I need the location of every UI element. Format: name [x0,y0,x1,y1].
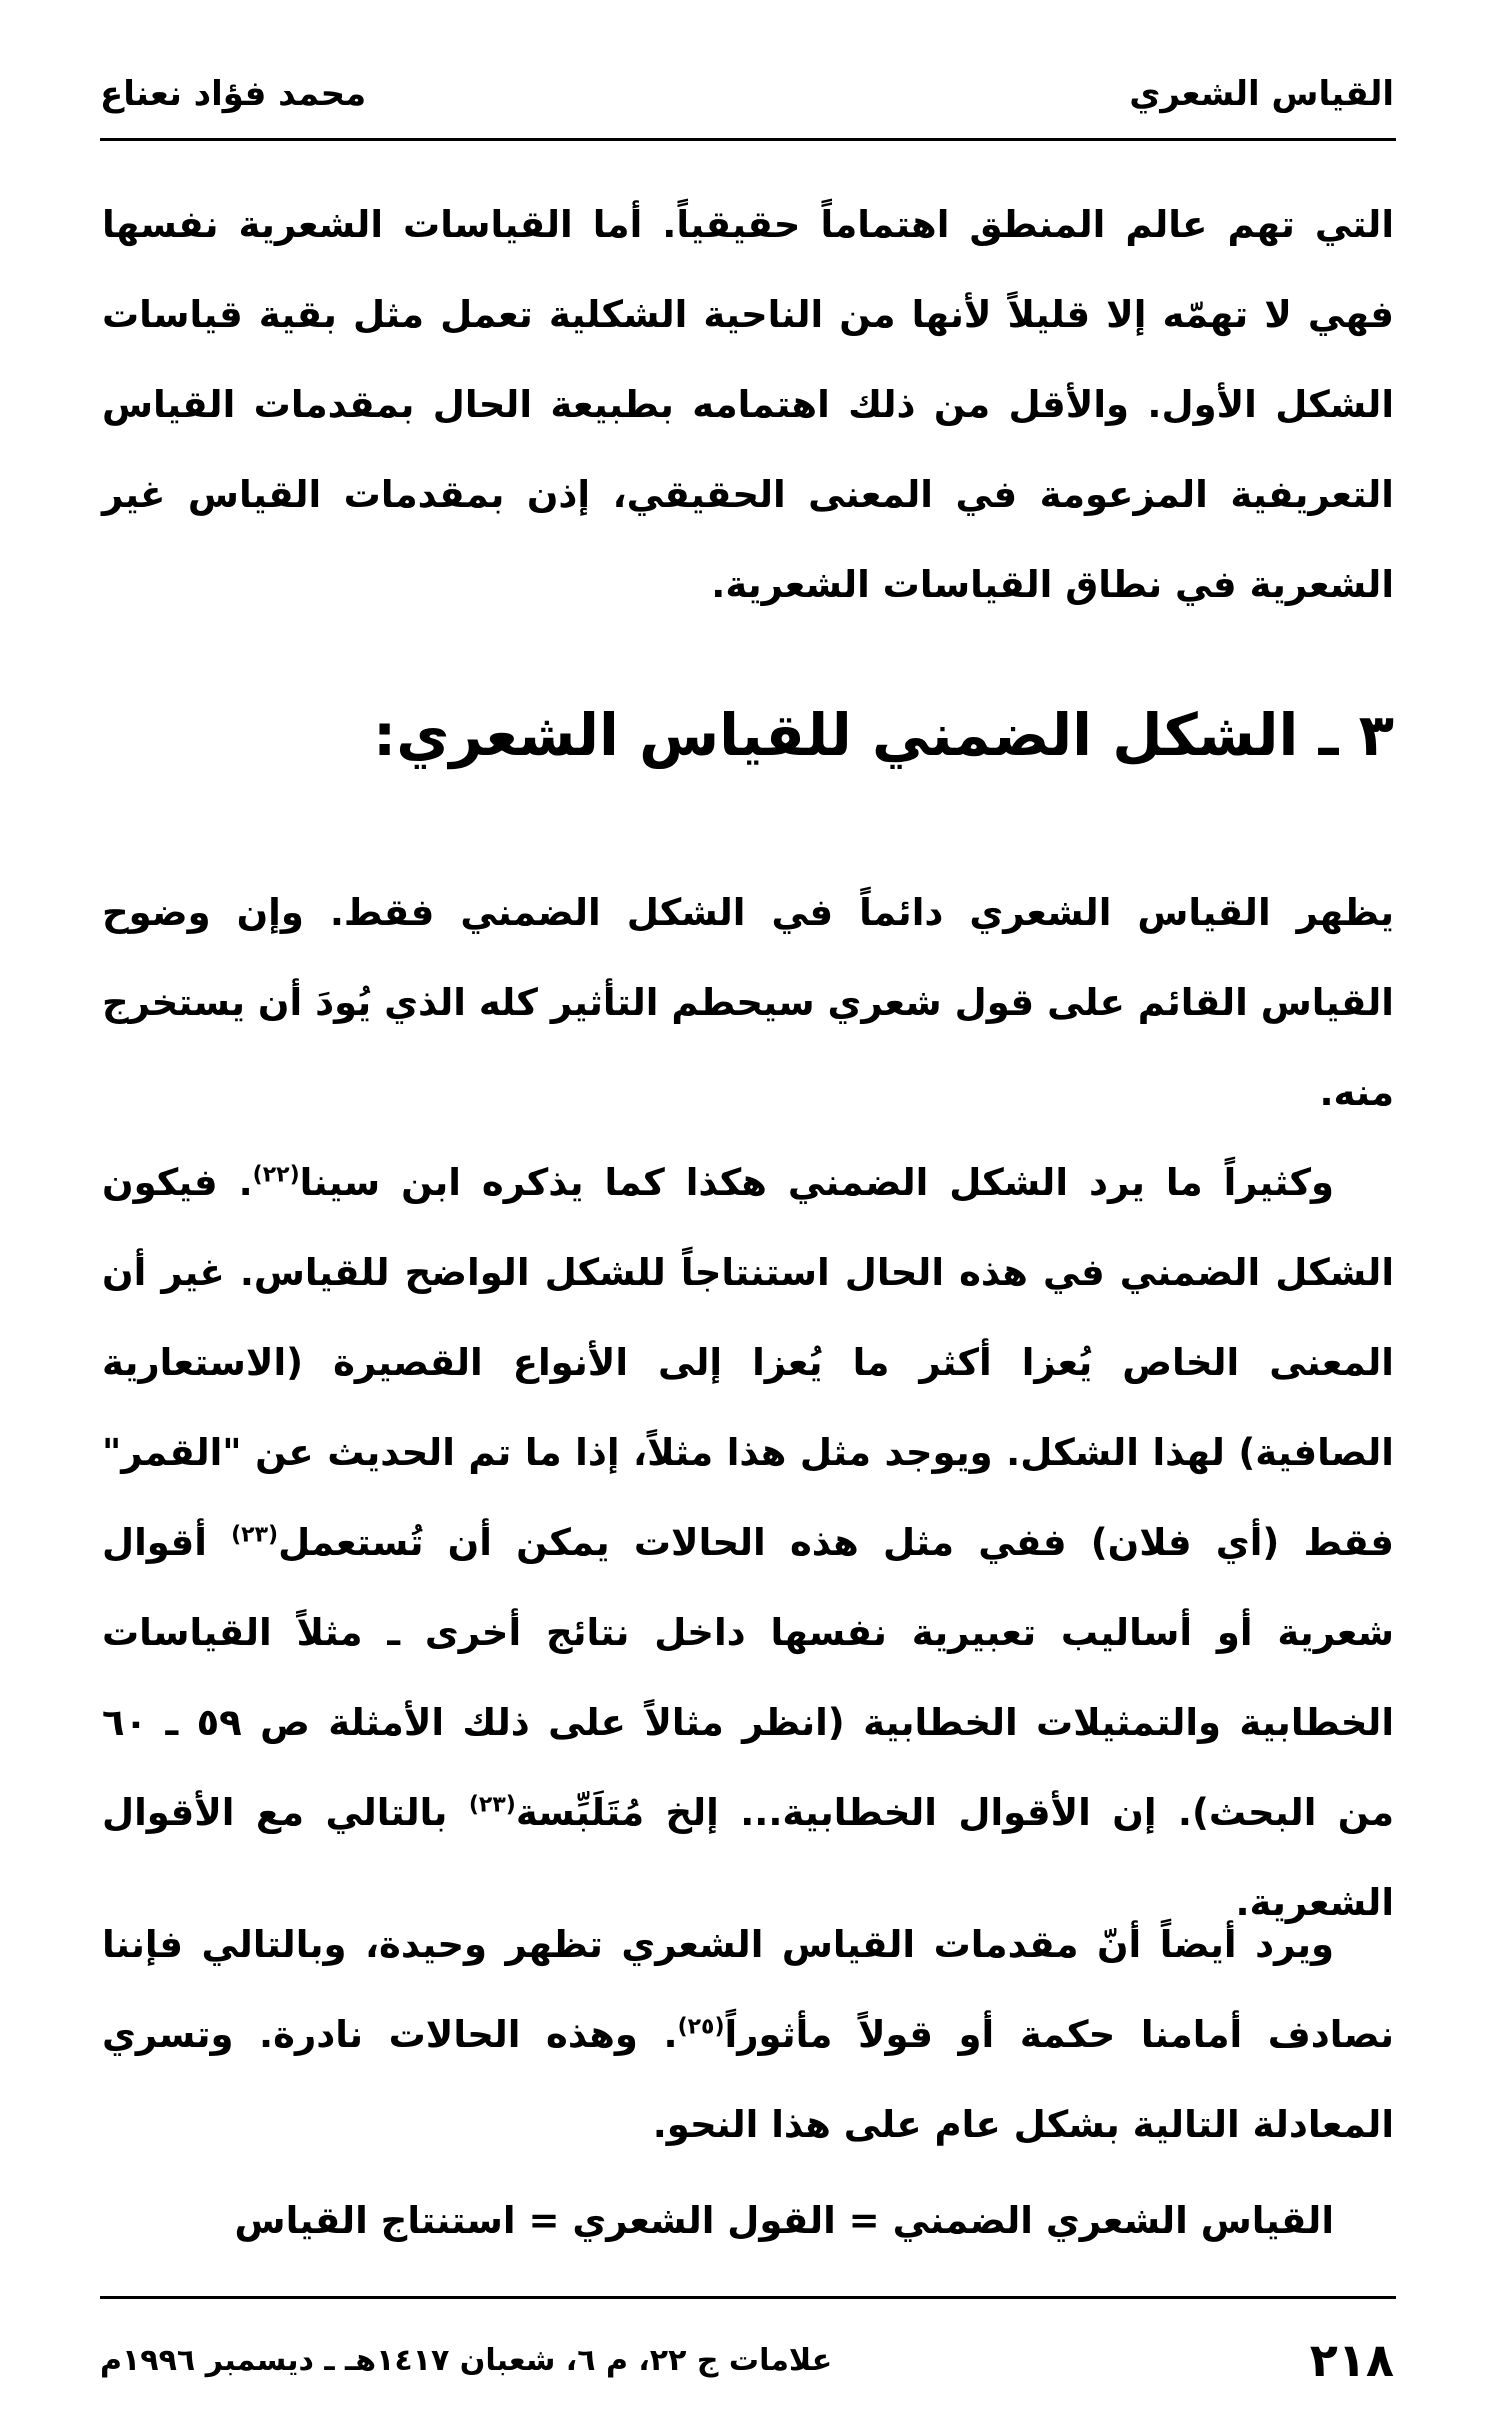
footnote-ref-22: (٢٢) [252,1162,300,1188]
header-divider [100,138,1396,141]
paragraph-3-part-b: . فيكون الشكل الضمني في هذه الحال استنتاجاً للشكل الواضح للقياس. غير أن المعنى الخاص يُعزا أكثر ما يُعزا إلى الأنواع القصيرة (الاستعارية الصافية) لهذا الشكل. ويوجد مثل هذا مثلاً، إذا ما تم الحديث عن "القمر" فقط (أي فلان) ففي مثل هذه الحالات يمكن أن تُستعمل [102,1161,1394,1564]
footnote-ref-25: (٢٥) [677,2014,725,2040]
page-number: ٢١٨ [1309,2333,1394,2387]
equation-line: القياس الشعري الضمني = القول الشعري = استنتاج القياس [234,2199,1334,2242]
footnote-ref-23: (٢٣) [231,1522,279,1548]
running-header [100,64,1394,124]
footer-divider [100,2296,1396,2299]
header-author: محمد فؤاد نعناع [100,74,367,114]
paragraph-4-part-b: . وهذه الحالات نادرة. وتسري المعادلة التالية بشكل عام على هذا النحو. [102,2013,1394,2146]
running-footer [100,2330,1394,2390]
journal-info: علامات ج ٢٢، م ٦، شعبان ١٤١٧هـ ـ ديسمبر ١٩٩٦م [100,2342,833,2378]
paragraph-4-part-a: ويرد أيضاً أنّ مقدمات القياس الشعري تظهر وحيدة، وبالتالي فإننا نصادف أمامنا حكمة أو قولاً مأثوراً [102,1923,1395,2056]
header-title: القياس الشعري [1129,74,1394,114]
paragraph-3-part-d: بالتالي مع الأقوال الشعرية. [102,1791,1394,1924]
paragraph-1: التي تهم عالم المنطق اهتماماً حقيقياً. أما القياسات الشعرية نفسها فهي لا تهمّه إلا قليلاً لأنها من الناحية الشكلية تعمل مثل بقية قياسات الشكل الأول. والأقل من ذلك اهتمامه بطبيعة الحال بمقدمات القياس التعريفية المزعومة في المعنى الحقيقي، إذن بمقدمات القياس غير الشعرية في نطاق القياسات الشعرية. [102,203,1394,606]
footnote-ref-23-second: (٢٣) [468,1792,516,1818]
section-heading: ٣ ـ الشكل الضمني للقياس الشعري: [373,701,1394,769]
paragraph-3 [102,1138,1394,1948]
paragraph-4 [102,1900,1394,2170]
paragraph-3-part-c: أقوال شعرية أو أساليب تعبيرية نفسها داخل نتائج أخرى ـ مثلاً القياسات الخطابية والتمثيلات الخطابية (انظر مثالاً على ذلك الأمثلة ص ٥٩ ـ ٦٠ من البحث). إن الأقوال الخطابية... إلخ مُتَلَبِّسة [102,1521,1395,1834]
paragraph-3-part-a: وكثيراً ما يرد الشكل الضمني هكذا كما يذكره ابن سينا [299,1161,1335,1204]
paragraph-2: يظهر القياس الشعري دائماً في الشكل الضمني فقط. وإن وضوح القياس القائم على قول شعري سيحطم التأثير كله الذي يُودَ أن يستخرج منه. [102,891,1394,1114]
